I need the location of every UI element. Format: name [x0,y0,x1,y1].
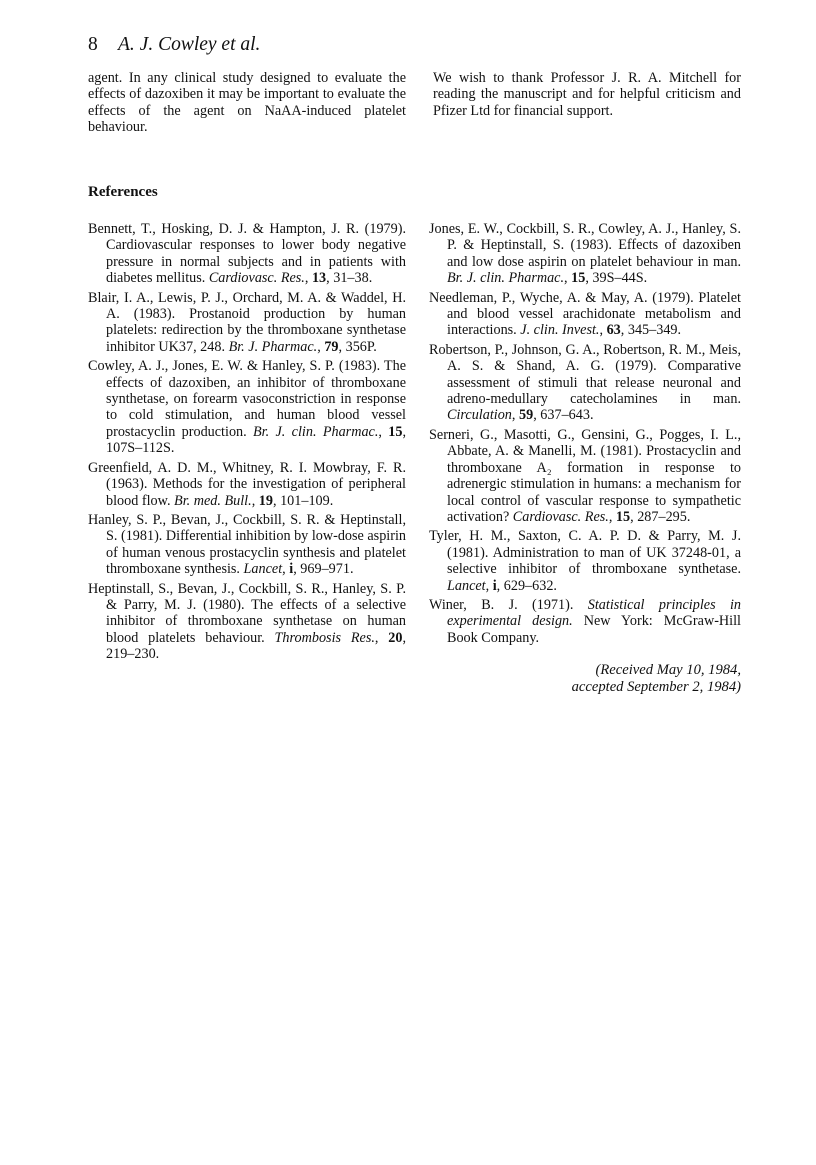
reference-item: Winer, B. J. (1971). Statistical principles in experimental design. New York: McGraw-Hill Book Company. [429,596,741,646]
received-dates: (Received May 10, 1984, accepted September 2, 1984) [571,662,741,696]
reference-item: Serneri, G., Masotti, G., Gensini, G., Pogges, I. L., Abbate, A. & Manelli, M. (1981). Prostacyclin and thromboxane A₂ formation in response to adrenergic stimulation in humans: a mechanism for local control of vascular response to sympathetic activation? Cardiovasc. Res., 15, 287–295. [429,426,741,525]
reference-item: Bennett, T., Hosking, D. J. & Hampton, J. R. (1979). Cardiovascular responses to lower body negative pressure in normal subjects and in patients with diabetes mellitus. Cardiovasc. Res., 13, 31–38. [88,221,406,287]
references-left-column [88,221,406,666]
reference-item: Needleman, P., Wyche, A. & May, A. (1979). Platelet and blood vessel arachidonate metabolism and interactions. J. clin. Invest., 63, 345–349. [429,289,741,339]
reference-item: Hanley, S. P., Bevan, J., Cockbill, S. R. & Heptinstall, S. (1981). Differential inhibition by low-dose aspirin of human venous prostacyclin synthesis and platelet thromboxane synthesis. Lancet, i, 969–971. [88,511,406,578]
references-heading: References [88,184,158,200]
references-right-column [429,221,741,696]
reference-item: Greenfield, A. D. M., Whitney, R. I. Mowbray, F. R. (1963). Methods for the investigation of peripheral blood flow. Br. med. Bull., 19, 101–109. [88,459,406,509]
reference-item: Tyler, H. M., Saxton, C. A. P. D. & Parry, M. J. (1981). Administration to man of UK 37248-01, a selective inhibitor of thromboxane synthetase. Lancet, i, 629–632. [429,528,741,594]
reference-item: Jones, E. W., Cockbill, S. R., Cowley, A. J., Hanley, S. P. & Heptinstall, S. (1983). Effects of dazoxiben and low dose aspirin on platelet behaviour in man. Br. J. clin. Pharmac., 15, 39S–44S. [429,221,741,287]
reference-item: Heptinstall, S., Bevan, J., Cockbill, S. R., Hanley, S. P. & Parry, M. J. (1980). The effects of a selective inhibitor of thromboxane synthetase on human blood platelets behaviour. Thrombosis Res., 20, 219–230. [88,580,406,663]
body-text-left: agent. In any clinical study designed to evaluate the effects of dazoxiben it may be important to evaluate the effects of the agent on NaAA-induced platelet behaviour. [88,70,406,136]
reference-item: Robertson, P., Johnson, G. A., Robertson, R. M., Meis, A. S. & Shand, A. G. (1979). Comparative assessment of stimuli that release neuronal and adreno-medullary catecholamines in man. Circulation, 59, 637–643. [429,341,741,424]
reference-item: Cowley, A. J., Jones, E. W. & Hanley, S. P. (1983). The effects of dazoxiben, an inhibitor of thromboxane synthetase, on forearm vasoconstriction in response to cold stimulation, and human blood vessel prostacyclin production. Br. J. clin. Pharmac., 15, 107S–112S. [88,358,406,457]
page-number: 8 [88,34,98,55]
running-authors: A. J. Cowley et al. [118,34,261,55]
page-header [88,34,260,56]
acknowledgements: We wish to thank Professor J. R. A. Mitchell for reading the manuscript and for helpful criticism and Pfizer Ltd for financial support. [433,70,741,119]
reference-item: Blair, I. A., Lewis, P. J., Orchard, M. A. & Waddel, H. A. (1983). Prostanoid production by human platelets: redirection by the thromboxane synthetase inhibitor UK37, 248. Br. J. Pharmac., 79, 356P. [88,289,406,355]
